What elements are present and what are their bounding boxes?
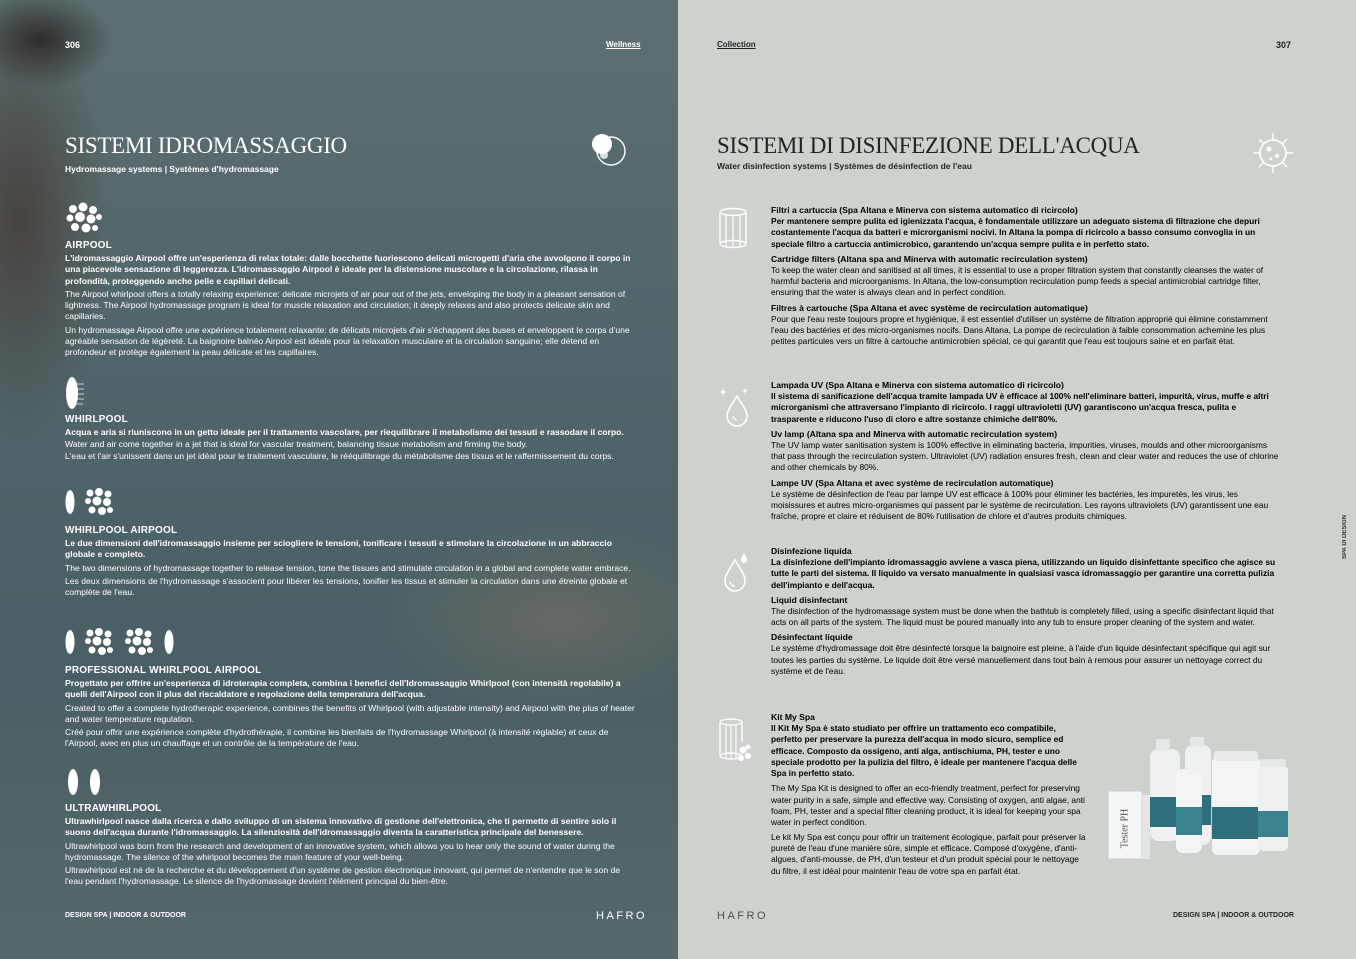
heading-it: Disinfezione liquida	[771, 546, 852, 556]
runner-collection[interactable]: Collection	[717, 40, 756, 49]
bubbles-circle-icon	[590, 132, 630, 166]
text-fr: Pour que l'eau reste toujours propre et hygiénique, il est essentiel d'utiliser un système de filtration approprié qui élimine constamment l'eau des bactéries et des micro-organismes nocifs. Dans Altana, La pompe de recirculation à faible consommation achemine les plus petites particules vers un filtre à cartouche antimicrobien spécial, ce qui garantit que l'eau est toujours saine et en parfait état.	[771, 313, 1268, 347]
page-number-left: 306	[65, 40, 81, 50]
filter-cartridge-icon	[717, 207, 753, 251]
text-fr: Le système d'hydromassage doit être désinfecté lorsque la baignoire est pleine, à l'aide d'un liquide désinfectant spécifique qui agit sur toutes les parties du système. Le liquide doit être versé manuellement dans tout bain à remous pour assurer un nettoyage correct du système et de l'eau.	[771, 643, 1271, 677]
tester-ph-box-label: Tester PH	[1119, 808, 1131, 848]
kit-my-spa-product-image	[1100, 735, 1300, 865]
text-it: Le due dimensioni dell'idromassaggio insieme per sciogliere le tensioni, tonificare i tessuti e stimolare la circolazione in un abbraccio globale e completo.	[65, 538, 612, 560]
air-bubbles-icon	[83, 487, 117, 522]
hafro-logo: HAFRO	[596, 910, 647, 922]
text-fr: Ultrawhirlpool est né de la recherche et du développement d'un système de gestion électronique innovant, qui permet de n'entendre que le son de l'eau pendant l'hydromassage. Le silence de l'hydromassage devient l'élément principal du bien-être.	[65, 865, 621, 887]
text-it: Progettato per offrire un'esperienza di idroterapia completa, combina i benefici dell'Idromassaggio Whirlpool (con intensità regolabile) a quelli dell'Airpool con il plus del riscaldatore e regolazione della temperatura dell'acqua.	[65, 678, 621, 700]
section-whirlpool	[65, 376, 640, 462]
text-en: Water and air come together in a jet that is ideal for vascular treatment, balancing tissue metabolism and firming the body.	[65, 439, 528, 450]
side-tag: SPA DI DESIGN	[1342, 515, 1348, 560]
liquid-drop-icon	[717, 550, 753, 594]
text-en: To keep the water clean and sanitised at all times, it is essential to use a proper filtration system that constantly cleanses the water of harmful bacteria and microorganisms. In Altana, the low-consumption recirculation pump feeds a special antimicrobial cartridge filter, ensuring that the water is always clean and in perfect condition.	[771, 264, 1264, 298]
kit-icon	[717, 716, 753, 760]
text-it: La disinfezione dell'impianto idromassaggio avviene a vasca piena, utilizzando un liquido disinfettante specifico che agisce su tutte le parti del sistema. Il liquido va versato manualmente in qualsiasi vasca idromassaggio per garantire una corretta pulizia dell'impianto e dell'acqua.	[771, 557, 1276, 590]
text-en: The disinfection of the hydromassage system must be done when the bathtub is completely filled, using a specific disinfectant liquid that acts on all parts of the system. The liquid must be poured manually into any tub to ensure proper cleaning of the system and water.	[771, 605, 1274, 628]
text-en: The Airpool whirlpool offers a totally relaxing experience: delicate microjets of air pour out of the jets, enveloping the body in a pleasant sensation of lightness. The Airpool hydromassage program is ideal for muscle relaxation and circulation; it deeply relaxes and also protects delicate skin and capillaries.	[65, 288, 626, 322]
heading-it: Kit My Spa	[771, 712, 815, 722]
section-heading: ULTRAWHIRLPOOL	[65, 803, 162, 814]
text-fr: Le kit My Spa est conçu pour offrir un traitement écologique, parfait pour préserver la pureté de l'eau d'une manière sûre, simple et efficace. Composé d'oxygène, d'anti-algues, d'anti-mousse, de PH, d'un testeur et d'un produit spécial pour le nettoyage du filtre, il est idéal pour maintenir l'eau de votre spa en parfait état.	[771, 831, 1086, 876]
page-number-right: 307	[1276, 40, 1292, 50]
text-it: Acqua e aria si riuniscono in un getto ideale per il trattamento vascolare, per riequilibrare il metabolismo dei tessuti e rassodare il corpo.	[65, 427, 624, 437]
heading-fr: Filtres à cartouche (Spa Altana et avec système de recirculation automatique)	[771, 302, 1088, 313]
text-it: Il sistema di sanificazione dell'acqua tramite lampada UV è efficace al 100% nell'eliminare batteri, impurità, virus, muffe e altri microrganismi che attraversano l'impianto di ricircolo. I raggi ultravioletti (UV) garantiscono un'acqua fresca, pulita e trasparente e riducono l'uso di cloro e altre sostanze chimiche dell'80%.	[771, 391, 1269, 424]
air-bubbles-icon	[123, 627, 157, 662]
subtitle-right: Water disinfection systems | Systèmes de désinfection de l'eau	[717, 161, 972, 171]
text-en: Created to offer a complete hydrotherapic experience, combines the benefits of Whirlpool (with adjustable intensity) and Airpool with the plus of heater and water temperature regulation.	[65, 702, 635, 724]
virus-icon	[1251, 132, 1295, 174]
heading-it: Filtri a cartuccia (Spa Altana e Minerva con sistema automatico di ricircolo)	[771, 205, 1078, 215]
section-heading: WHIRLPOOL AIRPOOL	[65, 525, 178, 536]
section-heading: AIRPOOL	[65, 240, 112, 251]
text-en: The UV lamp water sanitisation system is 100% effective in eliminating bacteria, impurities, viruses, moulds and other microorganisms that pass through the recirculation system. Ultraviolet (UV) radiation ensures fresh, clean and clear water and reduces the use of chlorine and other chemicals by 80%.	[771, 439, 1279, 473]
water-jet-icon	[65, 489, 77, 520]
air-bubbles-icon	[65, 202, 640, 236]
text-fr: Un hydromassage Airpool offre une expérience totalement relaxante: de délicats microjets d'air s'échappent des buses et enveloppent le corps d'une agréable sensation de légèreté. La baignoire balnéo Airpool est idéale pour la relaxation musculaire et la circulation sanguine; elle détend en profondeur et protège également la peau délicate et les capillaires.	[65, 324, 630, 358]
text-en: The two dimensions of hydromassage together to release tension, tone the tissues and stimulate circulation in a global and complete water embrace.	[65, 562, 631, 573]
text-fr: Le système de désinfection de l'eau par lampe UV est efficace à 100% pour éliminer les bactéries, les impuretés, les virus, les moisissures et autres micro-organismes qui passent par le système de recirculation. Les rayons ultraviolets (UV) garantissent une eau fraîche, propre et claire et réduisent de 80% l'utilisation de chlore et d'autres produits chimiques.	[771, 488, 1269, 522]
runner-wellness[interactable]: Wellness	[606, 40, 641, 49]
footer-left: DESIGN SPA | INDOOR & OUTDOOR	[65, 912, 186, 919]
hafro-logo: HAFRO	[717, 910, 768, 922]
text-en: The My Spa Kit is designed to offer an eco-friendly treatment, perfect for preserving water purity in a safe, simple and effective way. Consisting of oxygen, anti algae, anti foam, PH, tester and a special filter cleaning product, it is ideal for keeping your spa water in perfect condition.	[771, 783, 1085, 828]
page-title-right: SISTEMI DI DISINFEZIONE DELL'ACQUA	[717, 133, 1140, 158]
section-heading: WHIRLPOOL	[65, 414, 128, 425]
text-en: Ultrawhirlpool was born from the research and development of an innovative system, which allows you to hear only the sound of water during the hydromassage. The silence of the whirlpool becomes the main feature of your well-being.	[65, 840, 615, 862]
heading-it: Lampada UV (Spa Altana e Minerva con sistema automatico di ricircolo)	[771, 380, 1064, 390]
text-fr: Créé pour offrir une expérience complète d'hydrothérapie, il combine les bienfaits de l'hydromassage Whirlpool (à intensité réglable) et ceux de l'Airpool, avec en plus un chauffage et un contrôle de la température de l'eau.	[65, 727, 609, 749]
heading-fr: Lampe UV (Spa Altana et avec système de recirculation automatique)	[771, 477, 1054, 488]
heading-en: Cartridge filters (Altana spa and Minerva with automatic recirculation system)	[771, 253, 1088, 264]
section-whirlpool-airpool	[65, 487, 640, 598]
heading-en: Uv lamp (Altana spa and Minerva with automatic recirculation system)	[771, 428, 1058, 439]
heading-en: Liquid disinfectant	[771, 594, 848, 605]
text-fr: Les deux dimensions de l'hydromassage s'associent pour libérer les tensions, tonifier les tissus et stimuler la circulation dans une étreinte globale et complète de l'eau.	[65, 575, 628, 598]
section-heading: PROFESSIONAL WHIRLPOOL AIRPOOL	[65, 665, 262, 676]
heading-fr: Désinfectant liquide	[771, 632, 853, 643]
text-fr: L'eau et l'air s'unissent dans un jet idéal pour le traitement vasculaire, le rééquilibrage du métabolisme des tissus et le raffermissement du corps.	[65, 450, 614, 461]
water-jet-icon	[65, 629, 77, 660]
water-jet-icon	[65, 376, 640, 410]
air-bubbles-icon	[83, 627, 117, 662]
page-title-left: SISTEMI IDROMASSAGGIO	[65, 133, 347, 158]
section-professional-whirlpool-airpool	[65, 627, 640, 750]
text-it: Per mantenere sempre pulita ed igienizzata l'acqua, è fondamentale utilizzare un adeguato sistema di filtrazione che depuri costantemente l'acqua da batteri e microrganismi nocivi. In Altana la pompa di ricircolo a basso consumo convoglia in un speciale filtro a cartuccia antimicrobico, garantendo un'acqua sempre pulita e in perfetto stato.	[771, 216, 1260, 249]
text-it: Il Kit My Spa è stato studiato per offrire un trattamento eco compatibile, perfetto per preservare la purezza dell'acqua in modo sicuro, semplice ed efficace. Composto da ossigeno, anti alga, antischiuma, PH, tester e uno speciale prodotto per la pulizia del filtro, è ideale per mantenere l'acqua delle Spa in perfetto stato.	[771, 723, 1077, 779]
text-it: Ultrawhirlpool nasce dalla ricerca e dallo sviluppo di un sistema innovativo di gestione dell'elettronica, che ti permette di sentire solo il suono dell'acqua durante l'idromassaggio. La silenziosità dell'idromassaggio diventa la caratteristica principale del benessere.	[65, 816, 617, 838]
text-it: L'idromassaggio Airpool offre un'esperienza di relax totale: dalle bocchette fuoriescono delicati microgetti d'aria che avvolgono il corpo in una piacevole sensazione di leggerezza. L'idromassaggio Airpool è ideale per la distensione muscolare e la circolazione, rilassa in profondità, proteggendo anche pelle e capillari delicati.	[65, 253, 631, 286]
footer-right: DESIGN SPA | INDOOR & OUTDOOR	[1173, 912, 1294, 919]
double-jet-icon	[65, 765, 640, 799]
section-ultrawhirlpool	[65, 765, 640, 888]
water-jet-icon	[163, 629, 175, 660]
uv-drop-icon	[717, 384, 753, 428]
section-airpool	[65, 202, 640, 359]
subtitle-left: Hydromassage systems | Systèmes d'hydromassage	[65, 164, 279, 174]
